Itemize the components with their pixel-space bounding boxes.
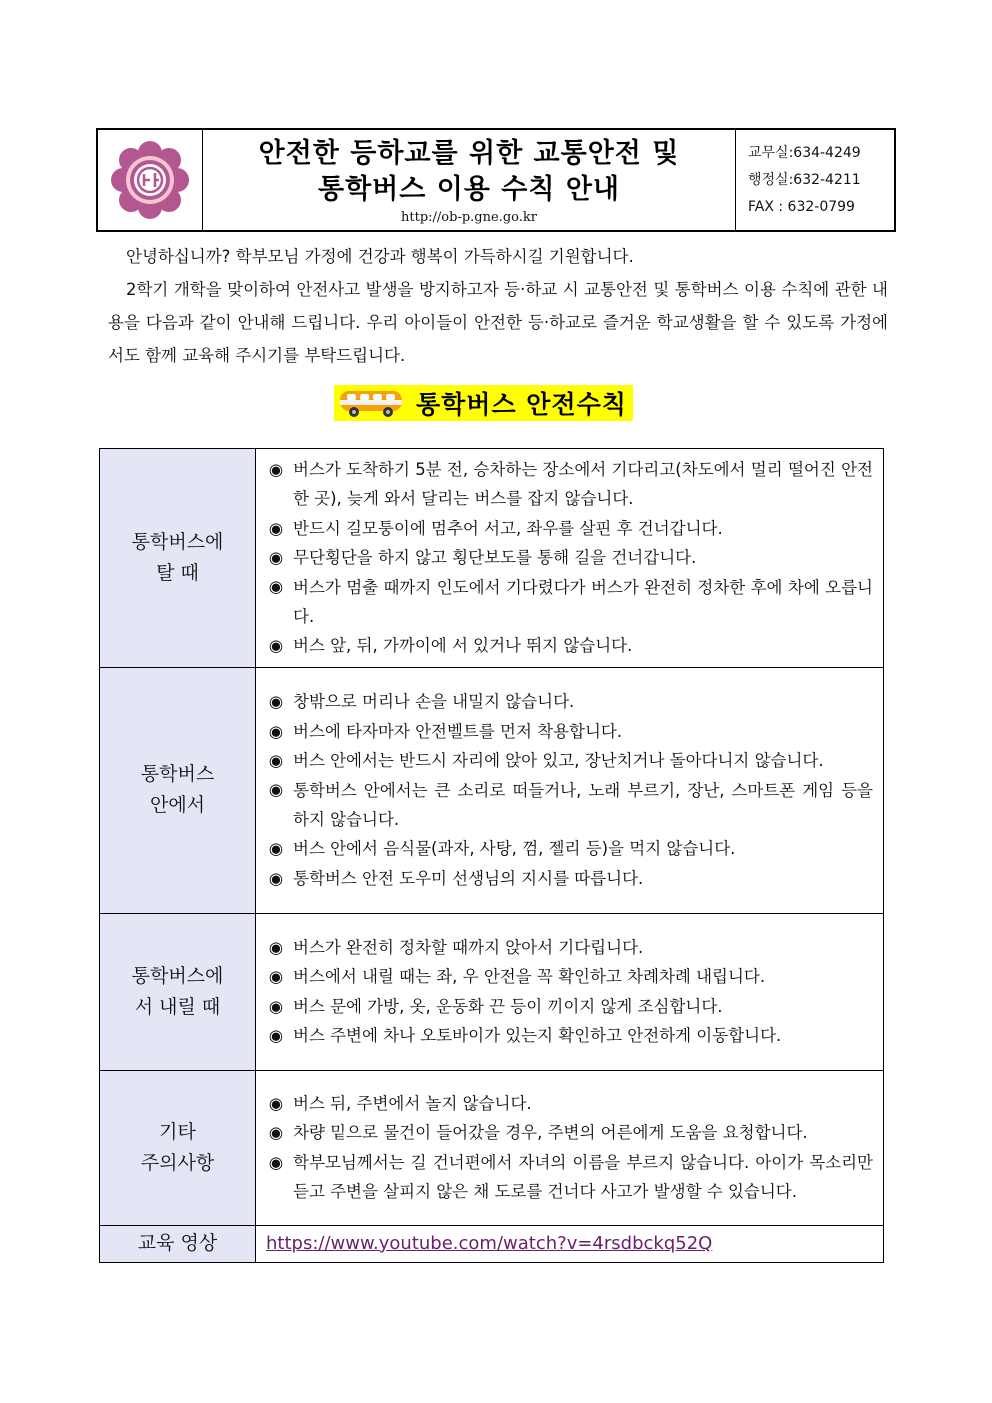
bullet-icon: ◉ xyxy=(268,548,284,568)
category-cell: 통학버스에 서 내릴 때 xyxy=(100,913,256,1070)
bullet-icon: ◉ xyxy=(268,518,284,538)
contact-admin: 행정실:632-4211 xyxy=(748,171,861,188)
rule-item: ◉ 통학버스 안전 도우미 선생님의 지시를 따릅니다. xyxy=(266,864,873,893)
contact-office: 교무실:634-4249 xyxy=(748,144,861,161)
bullet-icon: ◉ xyxy=(268,636,284,656)
intro-body: 2학기 개학을 맞이하여 안전사고 발생을 방지하고자 등·하교 시 교통안전 및 통학버스 이용 수칙에 관한 내용을 다음과 같이 안내해 드립니다. 우리 아이들이 안전한 등·하교로 즐거운 학교생활을 할 수 있도록 가정에서도 함께 교육해 주시기를 부탁드립니다. xyxy=(108,280,888,365)
bullet-icon: ◉ xyxy=(268,868,284,888)
bullet-icon: ◉ xyxy=(268,721,284,741)
rule-item: ◉ 버스 안에서 음식물(과자, 사탕, 껌, 젤리 등)을 먹지 않습니다. xyxy=(266,834,873,863)
rule-item: ◉ 버스에서 내릴 때는 좌, 우 안전을 꼭 확인하고 차례차례 내립니다. xyxy=(266,962,873,991)
rule-row-other xyxy=(100,1070,884,1225)
bullet-icon: ◉ xyxy=(268,577,284,597)
rule-item: ◉ 버스 뒤, 주변에서 놀지 않습니다. xyxy=(266,1089,873,1118)
intro-greeting: 안녕하십니까? 학부모님 가정에 건강과 행복이 가득하시길 기원합니다. xyxy=(126,247,634,266)
rule-item: ◉ 버스 앞, 뒤, 가까이에 서 있거나 뛰지 않습니다. xyxy=(266,631,873,660)
bullet-icon: ◉ xyxy=(268,967,284,987)
rule-items-cell xyxy=(256,667,884,913)
rule-item: ◉ 버스 주변에 차나 오토바이가 있는지 확인하고 안전하게 이동합니다. xyxy=(266,1021,873,1050)
rule-item: ◉ 반드시 길모퉁이에 멈추어 서고, 좌우를 살핀 후 건너갑니다. xyxy=(266,514,873,543)
bullet-icon: ◉ xyxy=(268,1026,284,1046)
category-cell: 통학버스 안에서 xyxy=(100,667,256,913)
bullet-icon: ◉ xyxy=(268,1152,284,1172)
document-header xyxy=(96,128,896,232)
bullet-icon: ◉ xyxy=(268,839,284,859)
bullet-icon: ◉ xyxy=(268,692,284,712)
rule-item: ◉ 버스가 완전히 정차할 때까지 앉아서 기다립니다. xyxy=(266,933,873,962)
rules-table xyxy=(99,448,884,1263)
school-url[interactable]: http://ob-p.gne.go.kr xyxy=(401,209,537,225)
title-cell xyxy=(203,130,736,230)
rule-row-boarding xyxy=(100,449,884,668)
rule-item: ◉ 버스 안에서는 반드시 자리에 앉아 있고, 장난치거나 돌아다니지 않습니다. xyxy=(266,746,873,775)
rule-items-cell xyxy=(256,913,884,1070)
bullet-icon: ◉ xyxy=(268,937,284,957)
section-title: 통학버스 안전수칙 xyxy=(416,390,627,419)
bullet-icon: ◉ xyxy=(268,1123,284,1143)
category-cell: 기타 주의사항 xyxy=(100,1070,256,1225)
document-title-line1: 안전한 등하교를 위한 교통안전 및 xyxy=(258,137,680,169)
bullet-icon: ◉ xyxy=(268,996,284,1016)
video-row xyxy=(100,1225,884,1262)
rule-item: ◉ 차량 밑으로 물건이 들어갔을 경우, 주변의 어른에게 도움을 요청합니다. xyxy=(266,1118,873,1147)
logo-cell xyxy=(98,130,203,230)
category-cell: 통학버스에 탈 때 xyxy=(100,449,256,668)
video-label: 교육 영상 xyxy=(100,1225,256,1262)
rule-items-cell xyxy=(256,1070,884,1225)
school-emblem-icon xyxy=(111,141,189,219)
school-bus-icon xyxy=(338,388,404,418)
rule-item: ◉ 창밖으로 머리나 손을 내밀지 않습니다. xyxy=(266,687,873,716)
bullet-icon: ◉ xyxy=(268,780,284,800)
video-link[interactable]: https://www.youtube.com/watch?v=4rsdbckq52Q xyxy=(266,1232,713,1254)
intro-text xyxy=(108,240,888,372)
document-title-line2: 통학버스 이용 수칙 안내 xyxy=(317,173,621,205)
bullet-icon: ◉ xyxy=(268,459,284,479)
rule-item: ◉ 버스 문에 가방, 옷, 운동화 끈 등이 끼이지 않게 조심합니다. xyxy=(266,992,873,1021)
rule-items-cell xyxy=(256,449,884,668)
rule-row-getting-off xyxy=(100,913,884,1070)
contact-fax: FAX : 632-0799 xyxy=(748,198,855,215)
bullet-icon: ◉ xyxy=(268,751,284,771)
rule-item: ◉ 버스가 멈출 때까지 인도에서 기다렸다가 버스가 완전히 정차한 후에 차에 오릅니다. xyxy=(266,573,873,632)
rule-item: ◉ 무단횡단을 하지 않고 횡단보도를 통해 길을 건너갑니다. xyxy=(266,543,873,572)
rule-row-inside-bus xyxy=(100,667,884,913)
rule-item: ◉ 버스에 타자마자 안전벨트를 먼저 착용합니다. xyxy=(266,717,873,746)
rule-item: ◉ 버스가 도착하기 5분 전, 승차하는 장소에서 기다리고(차도에서 멀리 떨어진 안전한 곳), 늦게 와서 달리는 버스를 잡지 않습니다. xyxy=(266,455,873,514)
section-heading xyxy=(334,385,633,421)
rule-item: ◉ 학부모님께서는 길 건너편에서 자녀의 이름을 부르지 않습니다. 아이가 목소리만 듣고 주변을 살피지 않은 채 도로를 건너다 사고가 발생할 수 있습니다. xyxy=(266,1148,873,1207)
contact-info xyxy=(736,130,894,230)
bullet-icon: ◉ xyxy=(268,1093,284,1113)
video-cell xyxy=(256,1225,884,1262)
rule-item: ◉ 통학버스 안에서는 큰 소리로 떠들거나, 노래 부르기, 장난, 스마트폰 게임 등을 하지 않습니다. xyxy=(266,776,873,835)
